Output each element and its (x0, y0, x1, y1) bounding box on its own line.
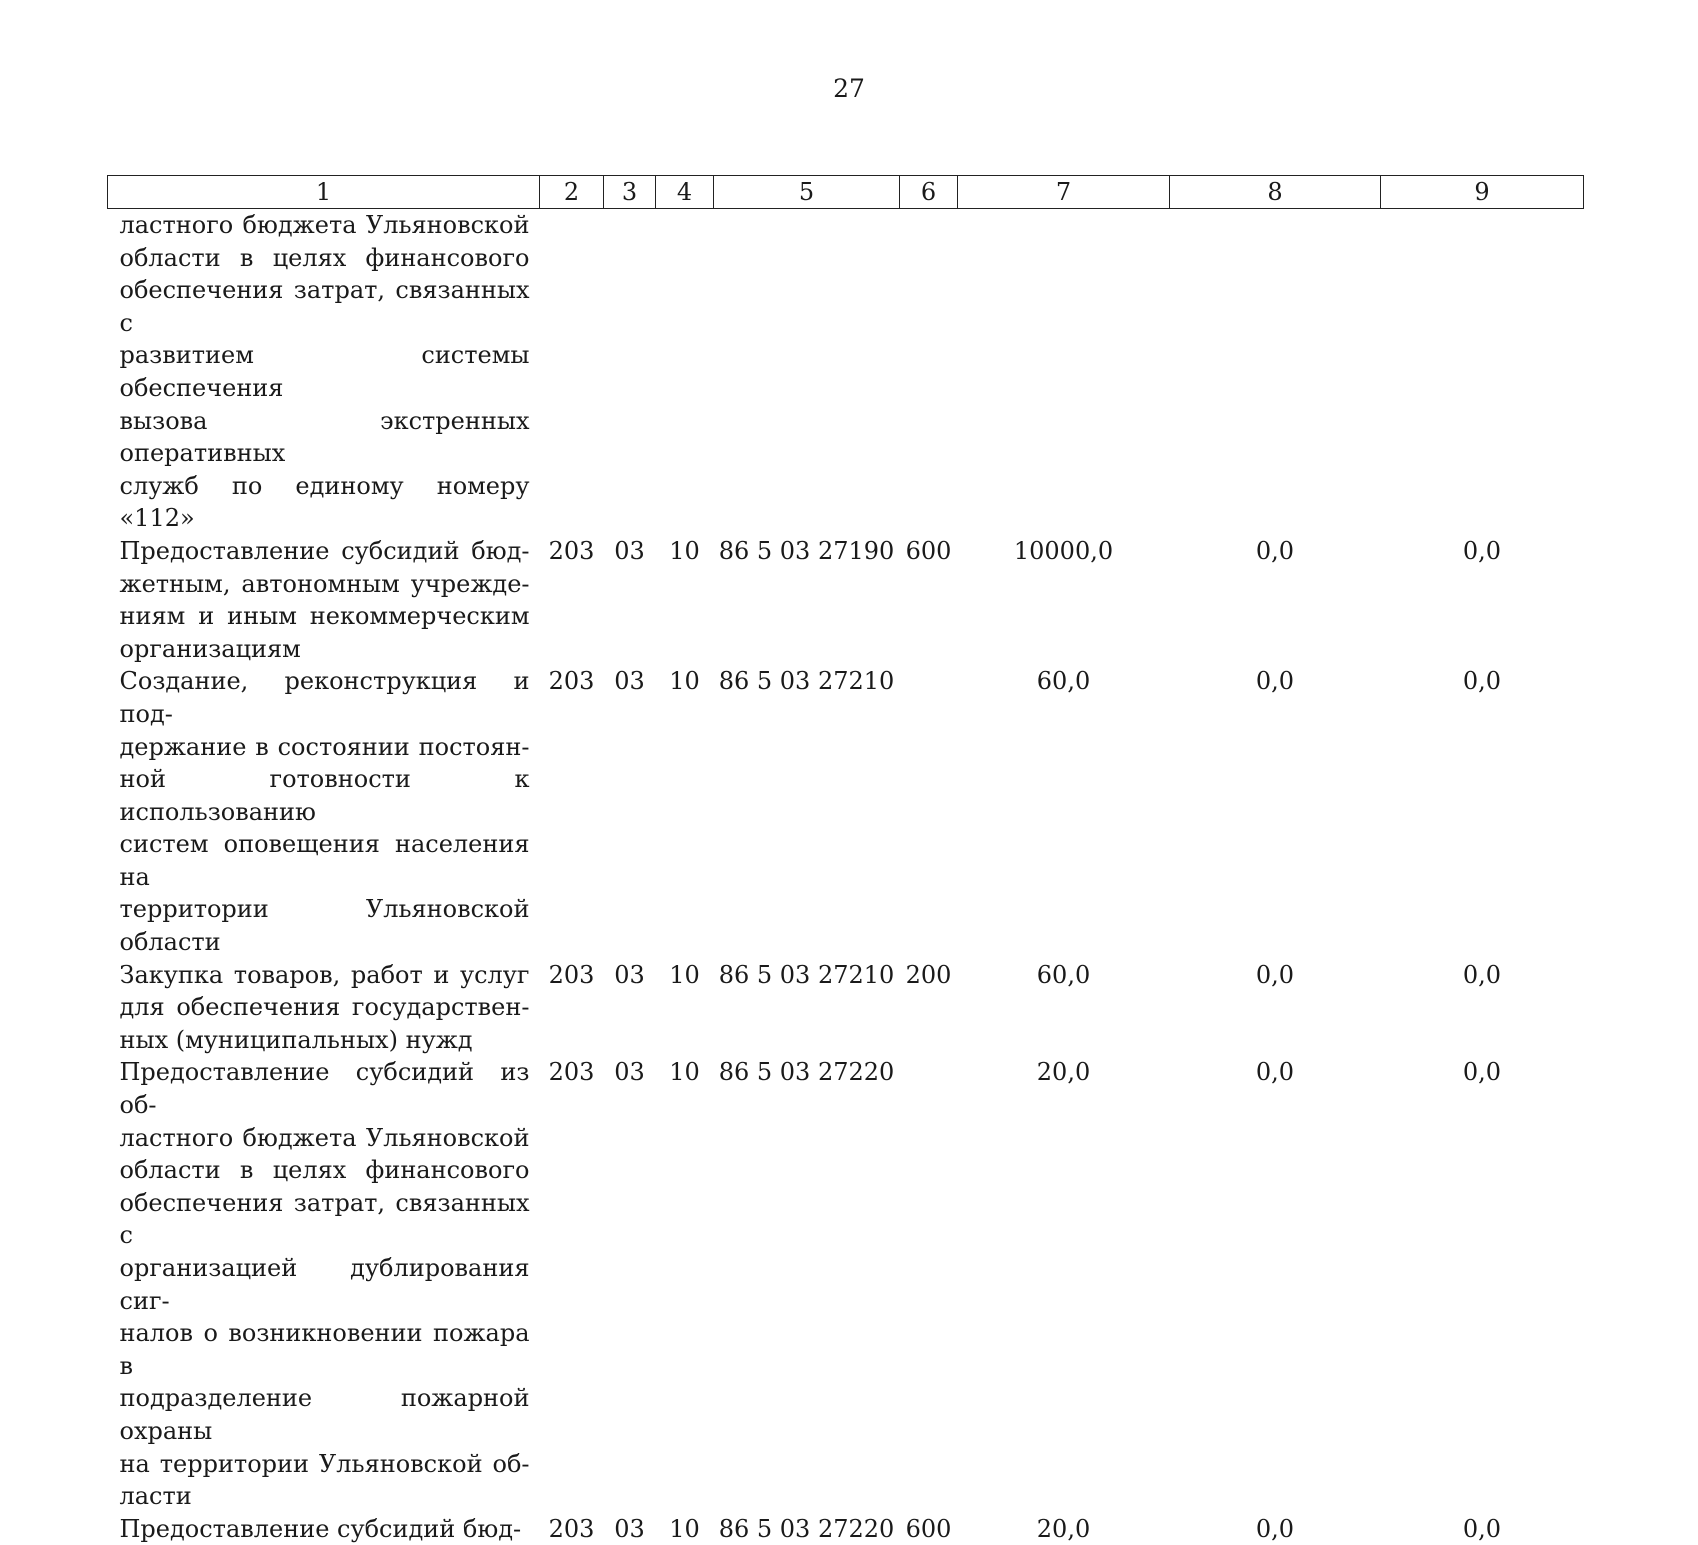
section-code: 203 (540, 959, 604, 1057)
amount-year-3 (1381, 209, 1584, 535)
description-line: Предоставление субсидий бюд- (120, 535, 530, 568)
description-line: Предоставление субсидий бюд- (120, 1513, 530, 1545)
amount-year-1: 20,0 (958, 1056, 1170, 1512)
chapter-code: 03 (604, 959, 656, 1057)
description-line: развитием системы обеспечения (120, 339, 530, 404)
description-line: держание в состоянии постоян- (120, 731, 530, 764)
row-description (108, 1056, 540, 1512)
section-code: 203 (540, 665, 604, 958)
expense-type-code (900, 1056, 958, 1512)
chapter-code: 03 (604, 665, 656, 958)
expense-type-code: 600 (900, 535, 958, 665)
table-row (108, 665, 1584, 958)
description-line: Создание, реконструкция и под- (120, 665, 530, 730)
description-line: ластного бюджета Ульяновской (120, 209, 530, 242)
target-article-code (714, 209, 900, 535)
chapter-code: 03 (604, 535, 656, 665)
row-description (108, 1513, 540, 1545)
table-row (108, 1513, 1584, 1545)
budget-table (107, 175, 1584, 1545)
description-line: систем оповещения населения на (120, 828, 530, 893)
description-line: области в целях финансового (120, 1154, 530, 1187)
expense-type-code (900, 665, 958, 958)
amount-year-2: 0,0 (1170, 665, 1381, 958)
expense-type-code: 600 (900, 1513, 958, 1545)
amount-year-1: 60,0 (958, 665, 1170, 958)
description-line: территории Ульяновской области (120, 893, 530, 958)
description-line: ной готовности к использованию (120, 763, 530, 828)
description-line: организациям (120, 633, 530, 666)
description-line: для обеспечения государствен- (120, 991, 530, 1024)
expense-type-code (900, 209, 958, 535)
subsection-code: 10 (656, 665, 714, 958)
amount-year-3: 0,0 (1381, 959, 1584, 1057)
description-line: обеспечения затрат, связанных с (120, 1187, 530, 1252)
subsection-code: 10 (656, 535, 714, 665)
description-line: Предоставление субсидий из об- (120, 1056, 530, 1121)
section-code (540, 209, 604, 535)
header-col-6: 6 (900, 176, 958, 209)
amount-year-1: 10000,0 (958, 535, 1170, 665)
chapter-code: 03 (604, 1056, 656, 1512)
description-line: Закупка товаров, работ и услуг (120, 959, 530, 992)
header-col-1: 1 (108, 176, 540, 209)
amount-year-2: 0,0 (1170, 1056, 1381, 1512)
description-line: организацией дублирования сиг- (120, 1252, 530, 1317)
table-row (108, 535, 1584, 665)
subsection-code: 10 (656, 1056, 714, 1512)
target-article-code: 86 5 03 27210 (714, 959, 900, 1057)
description-line: ниям и иным некоммерческим (120, 600, 530, 633)
amount-year-2 (1170, 209, 1381, 535)
header-col-4: 4 (656, 176, 714, 209)
amount-year-2: 0,0 (1170, 1513, 1381, 1545)
row-description (108, 209, 540, 535)
amount-year-3: 0,0 (1381, 1513, 1584, 1545)
chapter-code: 03 (604, 1513, 656, 1545)
page-number: 27 (0, 74, 1698, 103)
header-row (108, 176, 1584, 209)
amount-year-2: 0,0 (1170, 535, 1381, 665)
description-line: области в целях финансового (120, 242, 530, 275)
description-line: на территории Ульяновской об- (120, 1448, 530, 1481)
amount-year-2: 0,0 (1170, 959, 1381, 1057)
target-article-code: 86 5 03 27220 (714, 1056, 900, 1512)
amount-year-1: 60,0 (958, 959, 1170, 1057)
description-line: обеспечения затрат, связанных с (120, 274, 530, 339)
subsection-code (656, 209, 714, 535)
section-code: 203 (540, 535, 604, 665)
target-article-code: 86 5 03 27220 (714, 1513, 900, 1545)
subsection-code: 10 (656, 1513, 714, 1545)
header-col-5: 5 (714, 176, 900, 209)
description-line: ластного бюджета Ульяновской (120, 1122, 530, 1155)
header-col-2: 2 (540, 176, 604, 209)
description-line: жетным, автономным учрежде- (120, 568, 530, 601)
amount-year-1 (958, 209, 1170, 535)
description-line: налов о возникновении пожара в (120, 1317, 530, 1382)
expense-type-code: 200 (900, 959, 958, 1057)
subsection-code: 10 (656, 959, 714, 1057)
amount-year-1: 20,0 (958, 1513, 1170, 1545)
amount-year-3: 0,0 (1381, 665, 1584, 958)
table-row (108, 209, 1584, 535)
header-col-3: 3 (604, 176, 656, 209)
description-line: вызова экстренных оперативных (120, 405, 530, 470)
description-line: подразделение пожарной охраны (120, 1382, 530, 1447)
table-body (108, 209, 1584, 1545)
description-line: служб по единому номеру «112» (120, 470, 530, 535)
target-article-code: 86 5 03 27210 (714, 665, 900, 958)
table-row (108, 1056, 1584, 1512)
header-col-7: 7 (958, 176, 1170, 209)
target-article-code: 86 5 03 27190 (714, 535, 900, 665)
description-line: ласти (120, 1480, 530, 1513)
table-row (108, 959, 1584, 1057)
amount-year-3: 0,0 (1381, 535, 1584, 665)
row-description (108, 665, 540, 958)
header-col-8: 8 (1170, 176, 1381, 209)
description-line: ных (муниципальных) нужд (120, 1024, 530, 1057)
section-code: 203 (540, 1056, 604, 1512)
row-description (108, 959, 540, 1057)
section-code: 203 (540, 1513, 604, 1545)
row-description (108, 535, 540, 665)
amount-year-3: 0,0 (1381, 1056, 1584, 1512)
chapter-code (604, 209, 656, 535)
header-col-9: 9 (1381, 176, 1584, 209)
